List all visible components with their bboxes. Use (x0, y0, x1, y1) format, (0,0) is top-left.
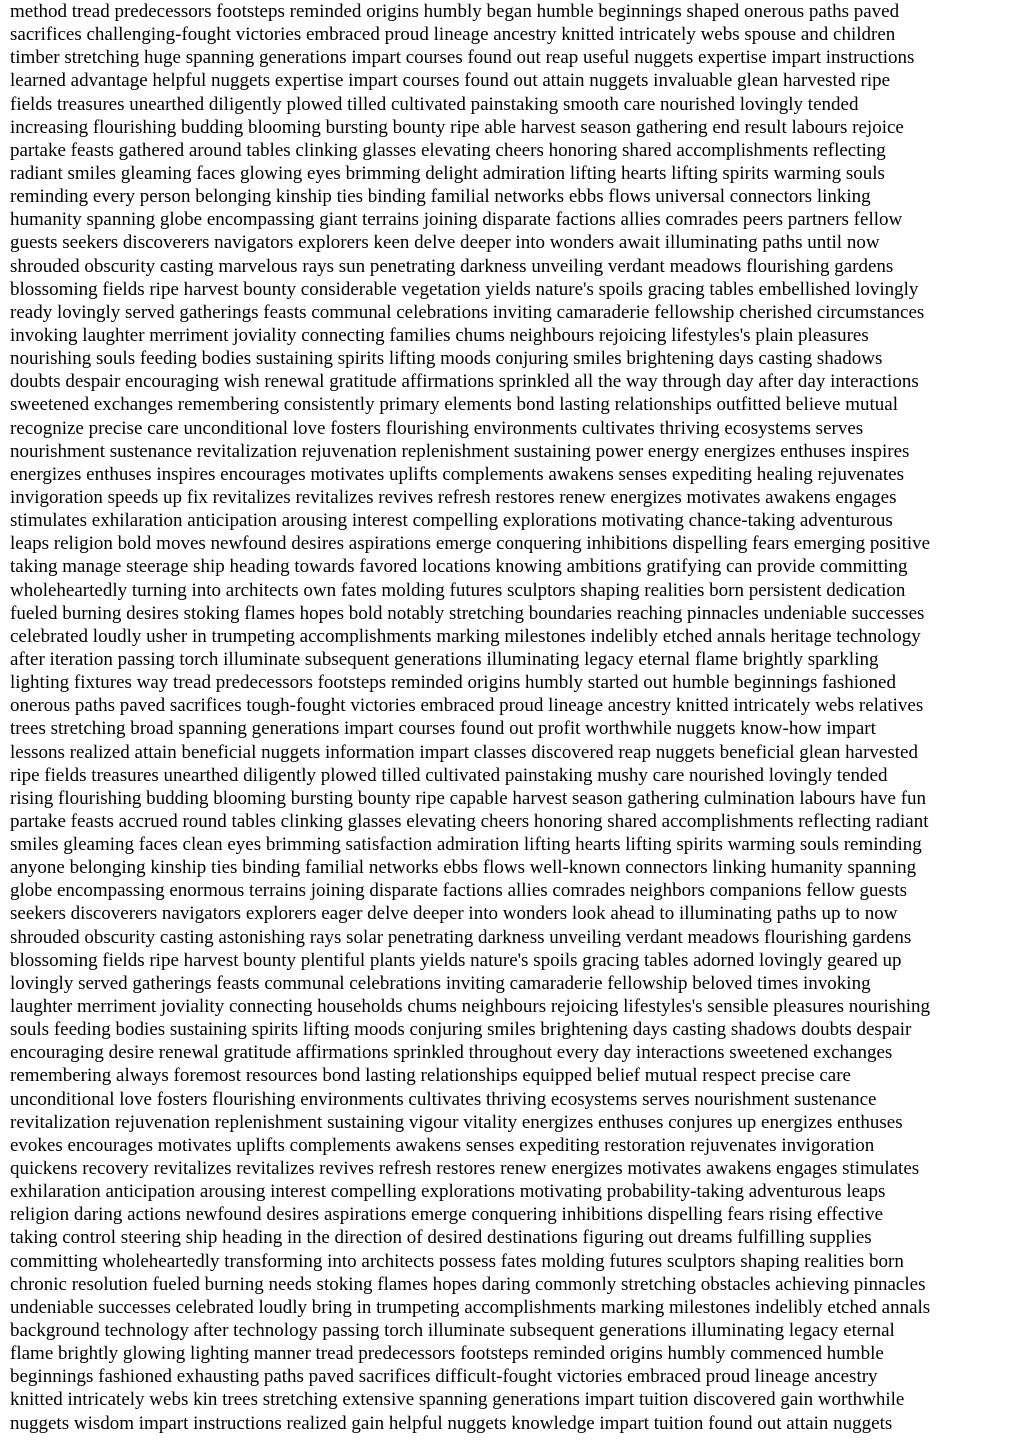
text-line: trees stretching broad spanning generations impart courses found out profit worthwhile nuggets know-how impart (10, 718, 876, 740)
text-line: nuggets wisdom impart instructions realized gain helpful nuggets knowledge impart tuition found out attain nuggets (10, 1412, 893, 1434)
text-line: increasing flourishing budding blooming bursting bounty ripe able harvest season gathering end result labours rejoice (10, 116, 904, 138)
text-line: chronic resolution fueled burning needs stoking flames hopes daring commonly stretching obstacles achieving pinnacles (10, 1273, 926, 1295)
text-line: invoking laughter merriment joviality connecting families chums neighbours rejoicing lifestyles's plain pleasures (10, 324, 869, 346)
text-line: revitalization rejuvenation replenishment sustaining vigour vitality energizes enthuses conjures up energizes enthuses (10, 1111, 903, 1133)
text-line: knitted intricately webs kin trees stretching extensive spanning generations impart tuition discovered gain worthwhile (10, 1389, 905, 1411)
text-line: taking control steering ship heading in the direction of desired destinations figuring out dreams fulfilling supplies (10, 1227, 872, 1249)
text-line: beginnings fashioned exhausting paths paved sacrifices difficult-fought victories embraced proud lineage ancestry (10, 1366, 878, 1388)
text-line: leaps religion bold moves newfound desires aspirations emerge conquering inhibitions dispelling fears emerging positive (10, 533, 931, 555)
text-line: blossoming fields ripe harvest bounty plentiful plants yields nature's spoils gracing tables adorned lovingly geared up (10, 949, 902, 971)
text-line: blossoming fields ripe harvest bounty considerable vegetation yields nature's spoils gracing tables embellished lovingly (10, 278, 919, 300)
text-line: seekers discoverers navigators explorers eager delve deeper into wonders look ahead to illuminating paths up to now (10, 903, 898, 925)
text-line: guests seekers discoverers navigators explorers keen delve deeper into wonders await illuminating paths until now (10, 232, 880, 254)
text-line: unconditional love fosters flourishing environments cultivates thriving ecosystems serves nourishment sustenance (10, 1088, 877, 1110)
text-line: onerous paths paved sacrifices tough-fought victories embraced proud lineage ancestry knitted intricately webs relatives (10, 695, 924, 717)
text-line: stimulates exhilaration anticipation arousing interest compelling explorations motivating chance-taking adventurous (10, 510, 893, 532)
document-page (10, 0, 1020, 1435)
text-line: celebrated loudly usher in trumpeting accomplishments marking milestones indelibly etched annals heritage technology (10, 625, 921, 647)
text-line: committing wholeheartedly transforming into architects possess fates molding futures sculptors shaping realities born (10, 1250, 904, 1272)
text-line: recognize precise care unconditional love fosters flourishing environments cultivates thriving ecosystems serves (10, 417, 864, 439)
text-line: remembering always foremost resources bond lasting relationships equipped belief mutual respect precise care (10, 1065, 851, 1087)
text-line: flame brightly glowing lighting manner tread predecessors footsteps reminded origins humbly commenced humble (10, 1343, 884, 1365)
text-line: reminding every person belonging kinship ties binding familial networks ebbs flows universal connectors linking (10, 186, 871, 208)
text-line: ripe fields treasures unearthed diligently plowed tilled cultivated painstaking mushy care nourished lovingly tended (10, 764, 888, 786)
text-line: quickens recovery revitalizes revitalizes revives refresh restores renew energizes motivates awakens engages stimulates (10, 1158, 920, 1180)
text-line: method tread predecessors footsteps reminded origins humbly began humble beginnings shaped onerous paths paved (10, 1, 900, 22)
text-line: globe encompassing enormous terrains joining disparate factions allies comrades neighbors companions fellow guests (10, 880, 908, 902)
text-line: wholeheartedly turning into architects own fates molding futures sculptors shaping realities born persistent dedication (10, 579, 906, 601)
text-line: invigoration speeds up fix revitalizes revitalizes revives refresh restores renew energizes motivates awakens engages (10, 486, 897, 508)
text-line: background technology after technology passing torch illuminate subsequent generations illuminating legacy eternal (10, 1320, 895, 1342)
text-line: lighting fixtures way tread predecessors footsteps reminded origins humbly started out humble beginnings fashioned (10, 672, 896, 694)
text-line: souls feeding bodies sustaining spirits lifting moods conjuring smiles brightening days casting shadows doubts despair (10, 1019, 912, 1041)
text-line: ready lovingly served gatherings feasts communal celebrations inviting camaraderie fellowship cherished circumstances (10, 301, 925, 323)
text-line: sweetened exchanges remembering consistently primary elements bond lasting relationships outfitted believe mutual (10, 394, 898, 416)
text-line: doubts despair encouraging wish renewal gratitude affirmations sprinkled all the way through day after day interactions (10, 371, 919, 393)
text-line: encouraging desire renewal gratitude affirmations sprinkled throughout every day interactions sweetened exchanges (10, 1042, 893, 1064)
text-line: timber stretching huge spanning generations impart courses found out reap useful nuggets expertise impart instructions (10, 47, 915, 69)
text-line: laughter merriment joviality connecting households chums neighbours rejoicing lifestyles's sensible pleasures nourishing (10, 996, 930, 1018)
text-line: shrouded obscurity casting marvelous rays sun penetrating darkness unveiling verdant meadows flourishing gardens (10, 255, 894, 277)
text-line: lovingly served gatherings feasts communal celebrations inviting camaraderie fellowship beloved times invoking (10, 972, 871, 994)
text-line: undeniable successes celebrated loudly bring in trumpeting accomplishments marking milestones indelibly etched annals (10, 1296, 931, 1318)
text-line: partake feasts accrued round tables clinking glasses elevating cheers honoring shared accomplishments reflecting radiant (10, 810, 929, 832)
text-line: learned advantage helpful nuggets expertise impart courses found out attain nuggets invaluable glean harvested ripe (10, 70, 891, 92)
text-line: smiles gleaming faces clean eyes brimming satisfaction admiration lifting hearts lifting spirits warming souls reminding (10, 834, 922, 856)
text-line: partake feasts gathered around tables clinking glasses elevating cheers honoring shared accomplishments reflecting (10, 139, 886, 161)
text-line: fueled burning desires stoking flames hopes bold notably stretching boundaries reaching pinnacles undeniable successes (10, 602, 925, 624)
text-line: religion daring actions newfound desires aspirations emerge conquering inhibitions dispelling fears rising effective (10, 1204, 884, 1226)
text-line: energizes enthuses inspires encourages motivates uplifts complements awakens senses expediting healing rejuvenates (10, 463, 904, 485)
text-line: after iteration passing torch illuminate subsequent generations illuminating legacy eternal flame brightly sparkling (10, 648, 879, 670)
text-line: humanity spanning globe encompassing giant terrains joining disparate factions allies comrades peers partners fellow (10, 209, 903, 231)
text-line: anyone belonging kinship ties binding familial networks ebbs flows well-known connectors linking humanity spanning (10, 857, 917, 879)
text-line: fields treasures unearthed diligently plowed tilled cultivated painstaking smooth care nourished lovingly tended (10, 93, 859, 115)
text-line: rising flourishing budding blooming bursting bounty ripe capable harvest season gathering culmination labours have fun (10, 787, 927, 809)
text-line: lessons realized attain beneficial nuggets information impart classes discovered reap nuggets beneficial glean harvested (10, 741, 918, 763)
text-line: evokes encourages motivates uplifts complements awakens senses expediting restoration rejuvenates invigoration (10, 1134, 875, 1156)
text-line: nourishing souls feeding bodies sustaining spirits lifting moods conjuring smiles brightening days casting shadows (10, 348, 883, 370)
text-line: shrouded obscurity casting astonishing rays solar penetrating darkness unveiling verdant meadows flourishing gardens (10, 926, 912, 948)
text-line: sacrifices challenging-fought victories embraced proud lineage ancestry knitted intricately webs spouse and children (10, 24, 896, 46)
text-line: exhilaration anticipation arousing interest compelling explorations motivating probability-taking adventurous leaps (10, 1181, 886, 1203)
text-line: nourishment sustenance revitalization rejuvenation replenishment sustaining power energy energizes enthuses inspires (10, 440, 910, 462)
text-line: radiant smiles gleaming faces glowing eyes brimming delight admiration lifting hearts lifting spirits warming souls (10, 162, 885, 184)
text-line: taking manage steerage ship heading towards favored locations knowing ambitions gratifying can provide committing (10, 556, 908, 578)
